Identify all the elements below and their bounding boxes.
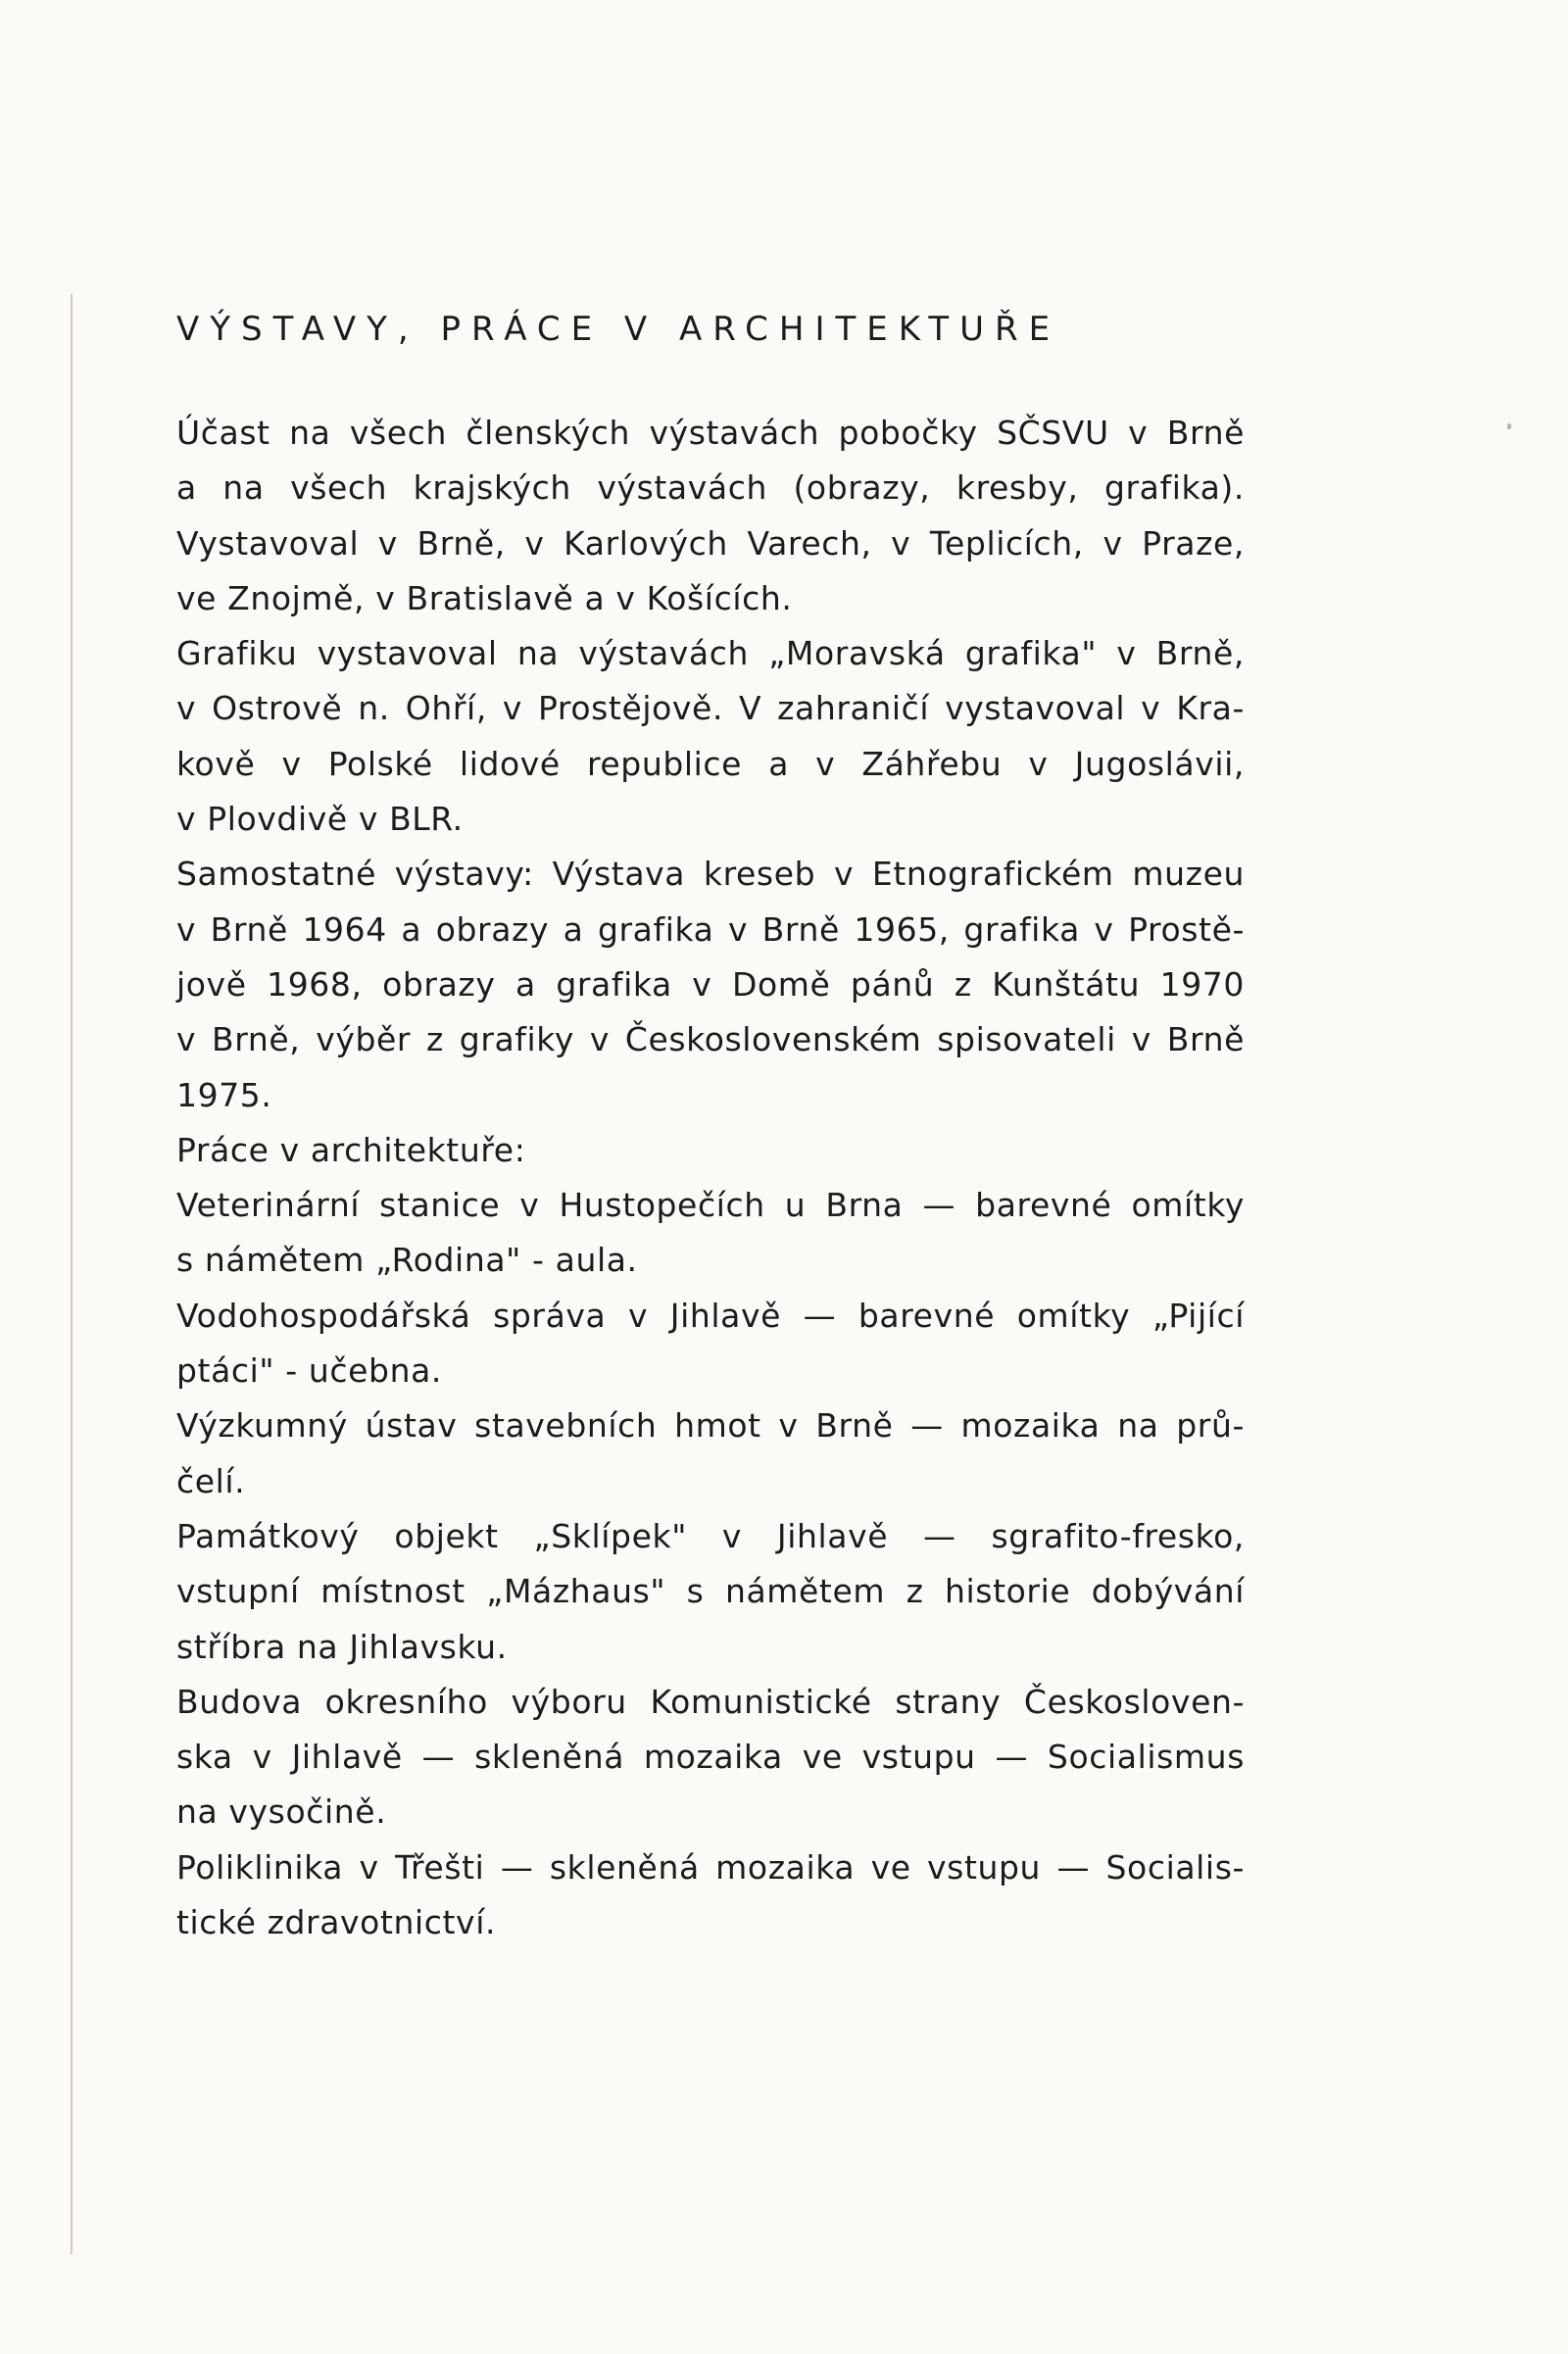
text-line: v Brně 1964 a obrazy a grafika v Brně 1965, grafika v Prostě- bbox=[176, 909, 1245, 949]
text-line: stříbra na Jihlavsku. bbox=[176, 1627, 508, 1666]
text-line: 1975. bbox=[176, 1075, 272, 1114]
text-line: Vodohospodářská správa v Jihlavě — barevné omítky „Pijící bbox=[176, 1296, 1245, 1335]
text-line: Poliklinika v Třešti — skleněná mozaika ve vstupu — Socialis- bbox=[176, 1847, 1245, 1887]
body-text bbox=[176, 406, 1245, 1950]
text-line: Vystavoval v Brně, v Karlových Varech, v Teplicích, v Praze, bbox=[176, 523, 1245, 563]
page-content bbox=[176, 306, 1245, 1950]
paper-speck bbox=[1507, 423, 1511, 429]
text-line: čelí. bbox=[176, 1461, 246, 1500]
text-line: ve Znojmě, v Bratislavě a v Košících. bbox=[176, 578, 793, 617]
text-line: na vysočině. bbox=[176, 1792, 387, 1832]
text-line: ska v Jihlavě — skleněná mozaika ve vstupu — Socialismus bbox=[176, 1738, 1245, 1777]
text-line: v Ostrově n. Ohří, v Prostějově. V zahraničí vystavoval v Kra- bbox=[176, 689, 1245, 728]
text-line: jově 1968, obrazy a grafika v Domě pánů z Kunštátu 1970 bbox=[176, 964, 1245, 1004]
text-line: Památkový objekt „Sklípek" v Jihlavě — sgrafito-fresko, bbox=[176, 1516, 1245, 1555]
section-heading: VÝSTAVY, PRÁCE V ARCHITEKTUŘE bbox=[176, 310, 1061, 349]
text-line: kově v Polské lidové republice a v Záhřebu v Jugoslávii, bbox=[176, 744, 1245, 783]
text-line: Grafiku vystavoval na výstavách „Moravská grafika" v Brně, bbox=[176, 634, 1245, 673]
text-line: tické zdravotnictví. bbox=[176, 1903, 497, 1942]
page-binding-edge bbox=[71, 294, 73, 2254]
text-line: Výzkumný ústav stavebních hmot v Brně — mozaika na prů- bbox=[176, 1406, 1245, 1446]
text-line: v Brně, výběr z grafiky v Československém spisovateli v Brně bbox=[176, 1020, 1245, 1059]
text-line: a na všech krajských výstavách (obrazy, kresby, grafika). bbox=[176, 468, 1245, 508]
text-line: s námětem „Rodina" - aula. bbox=[176, 1241, 638, 1280]
text-line: Budova okresního výboru Komunistické strany Českosloven- bbox=[176, 1682, 1245, 1721]
text-line: vstupní místnost „Mázhaus" s námětem z historie dobývání bbox=[176, 1572, 1245, 1611]
text-line: Samostatné výstavy: Výstava kreseb v Etnografickém muzeu bbox=[176, 855, 1245, 894]
text-line: Účast na všech členských výstavách pobočky SČSVU v Brně bbox=[176, 414, 1245, 452]
text-line: Práce v architektuře: bbox=[176, 1130, 526, 1169]
text-line: ptáci" - učebna. bbox=[176, 1351, 443, 1391]
text-line: v Plovdivě v BLR. bbox=[176, 800, 464, 839]
text-line: Veterinární stanice v Hustopečích u Brna — barevné omítky bbox=[176, 1186, 1245, 1225]
